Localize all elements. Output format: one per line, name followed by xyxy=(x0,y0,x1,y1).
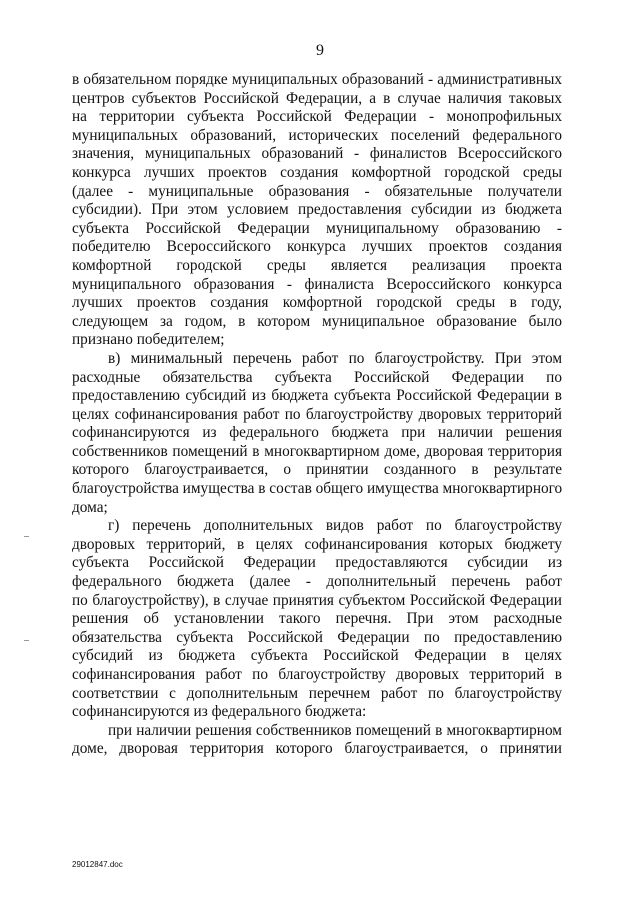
text-line: значения, муниципальных образований - финалистов Всероссийского xyxy=(72,145,562,163)
text-line: г) перечень дополнительных видов работ по благоустройству xyxy=(108,517,562,535)
text-line: следующем за годом, в котором муниципальное образование было xyxy=(72,312,562,330)
text-line: в) минимальный перечень работ по благоустройству. При этом xyxy=(108,349,562,367)
text-line: конкурса лучших проектов создания комфортной городской среды xyxy=(72,163,562,181)
text-line: целях софинансирования работ по благоустройству дворовых территорий xyxy=(72,405,562,423)
text-line: которого благоустраивается, о принятии созданного в результате xyxy=(72,461,562,479)
text-line: соответствии с дополнительным перечнем работ по благоустройству xyxy=(72,684,562,702)
text-line: признано победителем; xyxy=(72,331,225,349)
text-line: предоставлению субсидий из бюджета субъекта Российской Федерации в xyxy=(72,387,562,405)
text-line: дворовых территорий, в целях софинансирования которых бюджету xyxy=(72,535,562,553)
text-line: субсидий из бюджета субъекта Российской Федерации в целях xyxy=(72,647,562,665)
text-line: в обязательном порядке муниципальных образований - административных xyxy=(72,71,562,88)
text-line: обязательства субъекта Российской Федерации по предоставлению xyxy=(72,628,562,646)
text-line: муниципального образования - финалиста Всероссийского конкурса xyxy=(72,275,562,293)
text-line: дома; xyxy=(72,498,108,516)
text-line: доме, дворовая территория которого благоустраивается, о принятии xyxy=(72,740,562,758)
text-line: благоустройства имущества в состав общего имущества многоквартирного xyxy=(72,480,563,498)
text-line: (далее - муниципальные образования - обязательные получатели xyxy=(72,182,562,200)
text-line: решения об установлении такого перечня. При этом расходные xyxy=(72,610,562,628)
text-line: софинансирования работ по благоустройству дворовых территорий в xyxy=(72,666,562,683)
scan-margin-mark xyxy=(24,536,29,537)
page-number: 9 xyxy=(316,42,324,59)
text-line: софинансируются из федерального бюджета: xyxy=(72,703,367,721)
scan-margin-mark xyxy=(24,640,29,641)
text-line: центров субъектов Российской Федерации, а в случае наличия таковых xyxy=(72,89,562,107)
paragraph xyxy=(72,517,562,722)
text-line: субъекта Российской Федерации предоставляются субсидии из xyxy=(72,554,562,572)
text-line: собственников помещений в многоквартирном доме, дворовая территория xyxy=(72,442,562,460)
text-line: лучших проектов создания комфортной городской среды в году, xyxy=(72,294,562,312)
paragraph xyxy=(72,350,562,517)
paragraph xyxy=(72,722,562,759)
document-body xyxy=(72,71,562,759)
text-line: по благоустройству), в случае принятия субъектом Российской Федерации xyxy=(72,591,562,609)
text-line: субсидии). При этом условием предоставления субсидии из бюджета xyxy=(72,201,562,219)
text-line: муниципальных образований, исторических поселений федерального xyxy=(72,126,562,144)
text-line: комфортной городской среды является реализация проекта xyxy=(72,256,562,274)
text-line: победителю Всероссийского конкурса лучших проектов создания xyxy=(72,238,562,256)
text-line: софинансируются из федерального бюджета при наличии решения xyxy=(72,424,562,442)
text-line: расходные обязательства субъекта Российской Федерации по xyxy=(72,368,562,386)
text-line: федерального бюджета (далее - дополнительный перечень работ xyxy=(72,573,562,591)
file-name-footer: 29012847.doc xyxy=(72,860,123,869)
text-line: субъекта Российской Федерации муниципальному образованию - xyxy=(72,219,562,237)
text-line: на территории субъекта Российской Федерации - монопрофильных xyxy=(72,108,562,126)
text-line: при наличии решения собственников помещений в многоквартирном xyxy=(108,721,562,739)
paragraph xyxy=(72,71,562,350)
